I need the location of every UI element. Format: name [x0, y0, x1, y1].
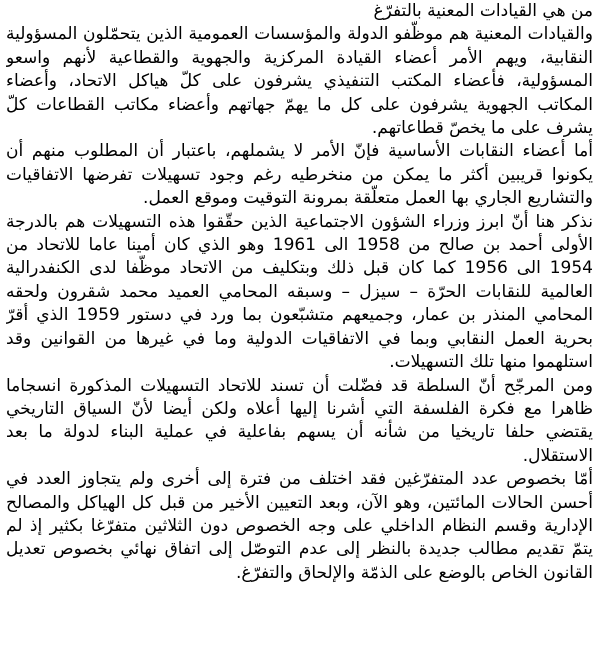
paragraph-ministers-history: نذكر هنا أنّ ابرز وزراء الشؤون الاجتماعية الذين حقّقوا هذه التسهيلات هم بالدرجة الأولى أحمد بن صالح من 1958 الى 1961 وهو الذي كان أمينا عاما للاتحاد من 1954 الى 1956 كما كان قبل ذلك وبتكليف من الاتحاد موظّفا لدى الكنفدرالية العالمية للنقابات الحرّة – سيزل – وسبقه المحامي العميد محمد شقرون ولحقه المحامي المنذر بن عمار، وجميعهم متشبّعون بما ورد في دستور 1959 الذي أقرّ بحرية العمل النقابي وبما في الاتفاقيات الدولية وما في غيرها من القوانين وقد استلهموا منها تلك التسهيلات.: [6, 211, 593, 373]
paragraph-leaders-definition: والقيادات المعنية هم موظّفو الدولة والمؤسسات العمومية الذين يتحمّلون المسؤولية النقابية، ويهم الأمر أعضاء القيادة المركزية والجهوية والقطاعية لأنهم واسعو المسؤولية، فأعضاء المكتب التنفيذي يشرفون على كلّ هياكل الاتحاد، وأعضاء المكاتب الجهوية يشرفون على كل ما يهمّ جهاتهم وأعضاء مكاتب القطاعات كلّ يشرف على ما يخصّ قطاعاتهم.: [6, 24, 593, 139]
document-body: [6, 0, 593, 666]
document-title: من هي القيادات المعنية بالتفرّغ: [373, 1, 593, 21]
paragraph-basic-unions: أما أعضاء النقابات الأساسية فإنّ الأمر لا يشملهم، باعتبار أن المطلوب منهم أن يكونوا قريبين أكثر ما يمكن من منخرطيه رغم وجود تسهيلات تفرضها الاتفاقيات والتشاريع الجاري بها العمل متعلّقة بمرونة التوقيت وموقع العمل.: [6, 141, 593, 209]
paragraph-authority-context: ومن المرجّح أنّ السلطة قد فضّلت أن تسند للاتحاد التسهيلات المذكورة انسجاما ظاهرا مع فكرة الفلسفة التي أشرنا إليها أعلاه ولكن أيضا لأنّ السياق التاريخي يقتضي حلفا تاريخيا من شأنه أن يسهم بفاعلية في عملية البناء لدولة ما بعد الاستقلال.: [6, 375, 593, 466]
paragraph-number-of-fulltime: أمّا بخصوص عدد المتفرّغين فقد اختلف من فترة إلى أخرى ولم يتجاوز العدد في أحسن الحالات المائتين، وهو الآن، وبعد التعيين الأخير من قبل كل الهياكل والمصالح الإدارية وقسم النظام الداخلي على وجه الخصوص دون الثلاثين متفرّغا بكثير إذ لم يتمّ تقديم مطالب جديدة بالنظر إلى عدم التوصّل إلى اتفاق نهائي بخصوص تعديل القانون الخاص بالوضع على الذمّة والإلحاق والتفرّغ.: [6, 469, 593, 583]
